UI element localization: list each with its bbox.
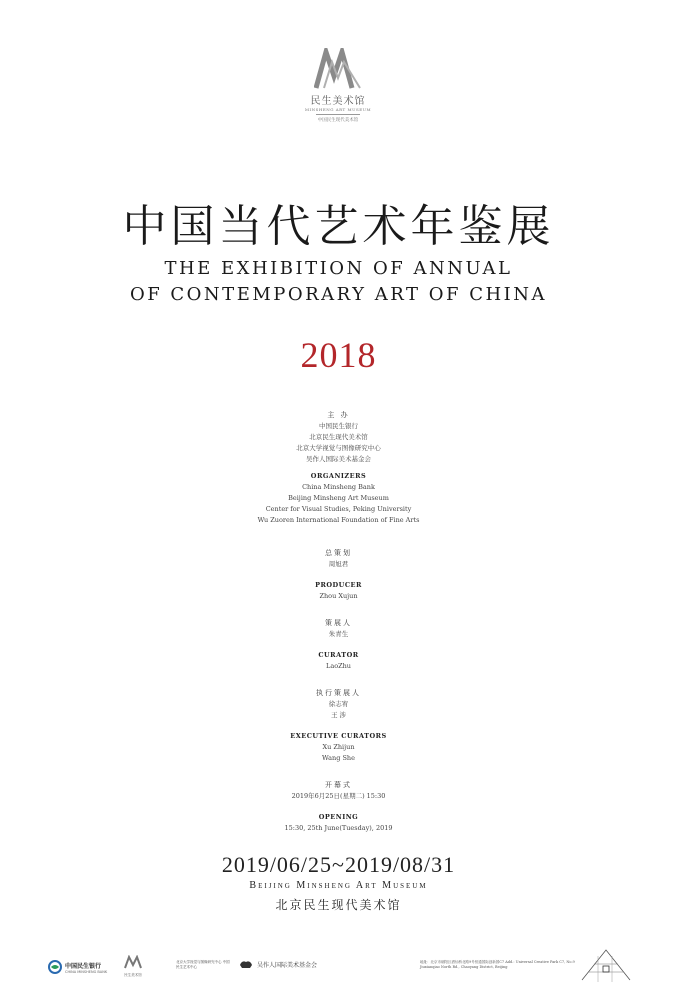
bank-name-cn: 中国民生银行 bbox=[65, 962, 102, 970]
museum-logo bbox=[288, 48, 388, 123]
curator-heading-cn: 策展人 bbox=[325, 619, 352, 627]
organizer-cn: 中国民生银行 bbox=[319, 422, 358, 430]
ox-icon bbox=[238, 956, 254, 972]
title-english-line-2: OF CONTEMPORARY ART OF CHINA bbox=[129, 284, 548, 305]
wu-foundation-logo bbox=[238, 956, 317, 972]
curator-name-cn: 朱青生 bbox=[328, 630, 349, 638]
credits-section bbox=[0, 402, 677, 834]
museum-logo-mark bbox=[314, 48, 362, 90]
organizer-en: China Minsheng Bank bbox=[302, 483, 375, 491]
producer-name-cn: 周旭君 bbox=[328, 560, 349, 568]
bank-name-en: CHINA MINSHENG BANK bbox=[65, 969, 108, 974]
opening-heading-en: OPENING bbox=[318, 813, 359, 821]
opening-heading-cn: 开幕式 bbox=[325, 781, 352, 789]
museum-small-mark-icon bbox=[124, 955, 142, 969]
producer-name-en: Zhou Xujun bbox=[319, 592, 358, 600]
bank-emblem-icon bbox=[48, 960, 62, 974]
organizer-cn: 北京民生现代美术馆 bbox=[309, 433, 368, 441]
producer-heading-cn: 总策划 bbox=[325, 549, 352, 557]
logo-divider bbox=[316, 114, 360, 115]
address-text: 地址：北京市朝阳区酒仙桥北路9号恒通国际创新园C7 Add.: Universal Creative Park C7, No.9 Jiuxianqiao North Rd., Chaoyang District, Beijing bbox=[420, 960, 575, 969]
organizers-heading-cn: 主 办 bbox=[327, 411, 350, 419]
exec-curator-name-en: Xu Zhijun bbox=[322, 743, 355, 751]
exhibition-dates: 2019/06/25~2019/08/31 bbox=[221, 852, 456, 877]
organizers-heading-en: ORGANIZERS bbox=[310, 472, 367, 480]
exec-curator-name-cn: 王 涉 bbox=[330, 711, 347, 719]
museum-small-name: 民生美术馆 bbox=[124, 973, 142, 977]
bank-logo bbox=[48, 960, 107, 974]
logo-name-cn: 民生美术馆 bbox=[310, 96, 366, 107]
organizer-en: Center for Visual Studies, Peking University bbox=[265, 505, 412, 513]
curator-heading-en: CURATOR bbox=[318, 651, 359, 659]
exec-curator-name-cn: 徐志宥 bbox=[328, 700, 349, 708]
opening-date-cn: 2019年6月25日(星期二) 15:30 bbox=[291, 792, 386, 800]
year-label: 2018 bbox=[300, 335, 377, 375]
title-english-line-1: THE EXHIBITION OF ANNUAL bbox=[164, 258, 513, 279]
location-map-icon bbox=[578, 944, 634, 984]
organizer-cn: 吴作人国际美术基金会 bbox=[306, 455, 371, 463]
producer-heading-en: PRODUCER bbox=[315, 581, 362, 589]
logo-name-en: MINSHENG ART MUSEUM bbox=[304, 107, 372, 112]
sponsor-footer bbox=[0, 940, 677, 990]
organizer-cn: 北京大学视觉与图像研究中心 bbox=[296, 444, 381, 452]
curator-name-en: LaoZhu bbox=[326, 662, 351, 670]
exec-curators-heading-cn: 执行策展人 bbox=[316, 689, 361, 697]
pku-logo-text: 北京大学视觉与图像研究中心 中国民生艺术中心 bbox=[176, 960, 230, 969]
logo-sub-cn: 中国民生现代美术馆 bbox=[317, 118, 359, 123]
opening-date-en: 15:30, 25th June(Tuesday), 2019 bbox=[284, 824, 393, 832]
museum-small-logo bbox=[124, 954, 142, 978]
organizer-en: Beijing Minsheng Art Museum bbox=[288, 494, 389, 502]
wu-foundation-name: 吴作人国际美术基金会 bbox=[257, 961, 318, 969]
venue-chinese: 北京民生现代美术馆 bbox=[275, 898, 402, 912]
exec-curator-name-en: Wang She bbox=[322, 754, 355, 762]
organizer-en: Wu Zuoren International Foundation of Fine Arts bbox=[257, 516, 420, 524]
exec-curators-heading-en: EXECUTIVE CURATORS bbox=[290, 732, 387, 740]
title-chinese: 中国当代艺术年鉴展 bbox=[122, 201, 555, 252]
title-english bbox=[0, 256, 677, 308]
venue-english: Beijing Minsheng Art Museum bbox=[249, 880, 428, 891]
